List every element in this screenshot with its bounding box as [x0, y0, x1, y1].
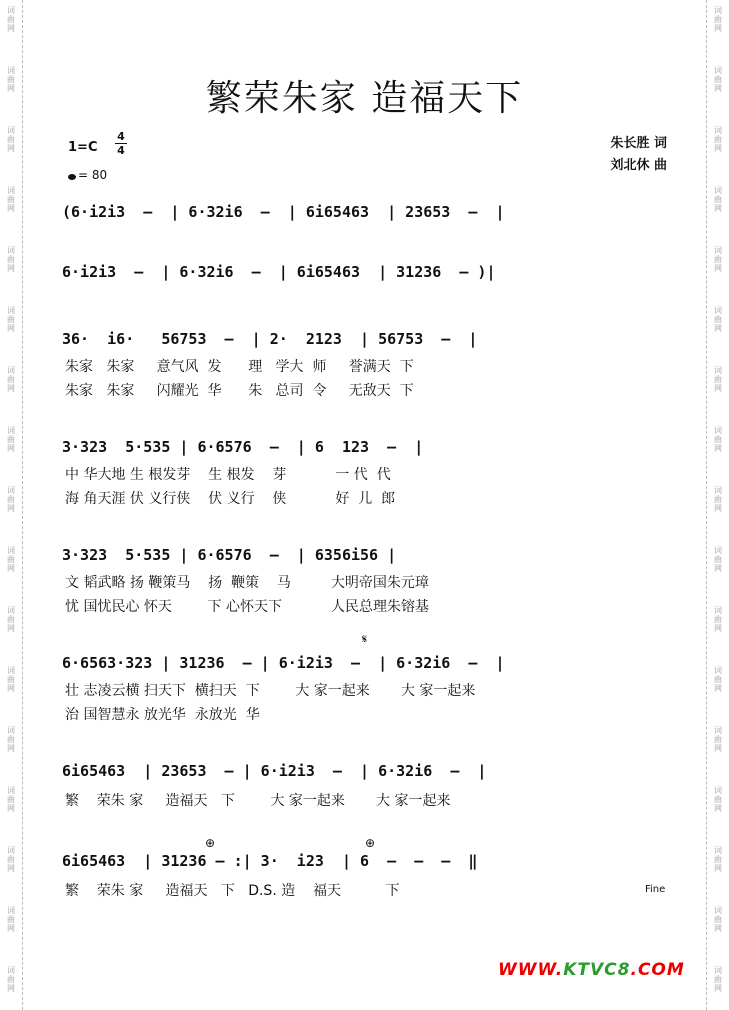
watermark-glyphs: 词 曲 网	[714, 246, 722, 273]
tempo-marking	[68, 168, 107, 182]
watermark-glyphs: 词 曲 网	[7, 666, 15, 693]
watermark-glyphs: 词 曲 网	[714, 966, 722, 993]
lyrics-row-5-verse-1: 文 韬武略 扬 鞭策马 扬 鞭策 马 大明帝国朱元璋	[65, 575, 429, 591]
watermark-glyphs: 词 曲 网	[714, 6, 722, 33]
watermark-glyphs: 词 曲 网	[714, 846, 722, 873]
watermark-glyphs: 词 曲 网	[7, 846, 15, 873]
watermark-glyphs: 词 曲 网	[7, 306, 15, 333]
lyricist-credit: 朱长胜 词	[610, 136, 667, 151]
watermark-glyphs: 词 曲 网	[7, 246, 15, 273]
watermark-glyphs: 词 曲 网	[7, 786, 15, 813]
time-signature	[115, 130, 127, 157]
watermark-glyphs: 词 曲 网	[714, 66, 722, 93]
watermark-glyphs: 词 曲 网	[714, 786, 722, 813]
website-watermark	[498, 960, 685, 980]
watermark-glyphs: 词 曲 网	[714, 666, 722, 693]
watermark-glyphs: 词 曲 网	[7, 966, 15, 993]
key-signature: 1=C	[68, 140, 98, 155]
watermark-glyphs: 词 曲 网	[7, 426, 15, 453]
lyrics-row-3-verse-1: 朱家 朱家 意气风 发 理 学大 师 誉满天 下	[65, 359, 414, 375]
song-title: 繁荣朱家 造福天下	[205, 78, 524, 119]
quarter-note-icon	[68, 174, 76, 180]
score-row-5: 3·323 5·535 | 6·6576 – | 6356i56 |	[62, 546, 397, 564]
watermark-glyphs: 词 曲 网	[714, 486, 722, 513]
score-row-4: 3·323 5·535 | 6·6576 – | 6 123 – |	[62, 438, 424, 456]
lyrics-row-8: 繁 荣朱 家 造福天 下 D.S. 造 福天 下	[65, 883, 400, 899]
watermark-glyphs: 词 曲 网	[714, 726, 722, 753]
lyrics-row-6-verse-2: 治 国智慧永 放光华 永放光 华	[65, 707, 260, 723]
lyrics-row-7: 繁 荣朱 家 造福天 下 大 家一起来 大 家一起来	[65, 793, 451, 809]
watermark-glyphs: 词 曲 网	[7, 6, 15, 33]
coda-sign-2: ⊕	[365, 836, 376, 850]
score-row-2: 6·i2i3 – | 6·32i6 – | 6i65463 | 31236 – )|	[62, 263, 496, 281]
segno-sign: 𝄋	[362, 632, 368, 646]
watermark-glyphs: 词 曲 网	[714, 546, 722, 573]
score-row-7: 6i65463 | 23653 – | 6·i2i3 – | 6·32i6 – |	[62, 762, 487, 780]
watermark-glyphs: 词 曲 网	[714, 906, 722, 933]
composer-credit: 刘北休 曲	[610, 158, 667, 173]
watermark-glyphs: 词 曲 网	[7, 546, 15, 573]
score-row-6: 6·6563·323 | 31236 – | 6·i2i3 – | 6·32i6 – |	[62, 654, 505, 672]
website-suffix: .COM	[630, 960, 685, 980]
website-brand: KTVC8	[563, 960, 631, 980]
watermark-glyphs: 词 曲 网	[7, 66, 15, 93]
watermark-glyphs: 词 曲 网	[714, 186, 722, 213]
watermark-glyphs: 词 曲 网	[714, 306, 722, 333]
time-bottom: 4	[117, 144, 125, 157]
website-prefix: WWW.	[498, 960, 564, 980]
lyrics-row-6-verse-1: 壮 志凌云横 扫天下 横扫天 下 大 家一起来 大 家一起来	[65, 683, 476, 699]
watermark-glyphs: 词 曲 网	[7, 726, 15, 753]
watermark-glyphs: 词 曲 网	[714, 426, 722, 453]
time-top: 4	[117, 130, 125, 143]
coda-sign-1: ⊕	[205, 836, 216, 850]
watermark-glyphs: 词 曲 网	[7, 906, 15, 933]
score-row-3: 36· i6· 56753 – | 2· 2123 | 56753 – |	[62, 330, 478, 348]
score-row-8: 6i65463 | 31236 – :| 3· i23 | 6 – – – ‖	[62, 852, 478, 870]
lyrics-row-5-verse-2: 忧 国忧民心 怀天 下 心怀天下 人民总理朱镕基	[65, 599, 429, 615]
lyrics-row-4-verse-2: 海 角天涯 伏 义行侠 伏 义行 侠 好 儿 郎	[65, 491, 396, 507]
fine-marking: Fine	[645, 884, 666, 895]
lyrics-row-4-verse-1: 中 华大地 生 根发芽 生 根发 芽 一 代 代	[65, 467, 391, 483]
watermark-glyphs: 词 曲 网	[714, 366, 722, 393]
watermark-glyphs: 词 曲 网	[7, 186, 15, 213]
tempo-value: = 80	[78, 168, 108, 182]
watermark-glyphs: 词 曲 网	[7, 486, 15, 513]
watermark-glyphs: 词 曲 网	[7, 126, 15, 153]
watermark-glyphs: 词 曲 网	[714, 126, 722, 153]
watermark-glyphs: 词 曲 网	[7, 606, 15, 633]
watermark-glyphs: 词 曲 网	[714, 606, 722, 633]
score-row-1: (6·i2i3 – | 6·32i6 – | 6i65463 | 23653 – |	[62, 203, 505, 221]
lyrics-row-3-verse-2: 朱家 朱家 闪耀光 华 朱 总司 令 无敌天 下	[65, 383, 414, 399]
watermark-glyphs: 词 曲 网	[7, 366, 15, 393]
